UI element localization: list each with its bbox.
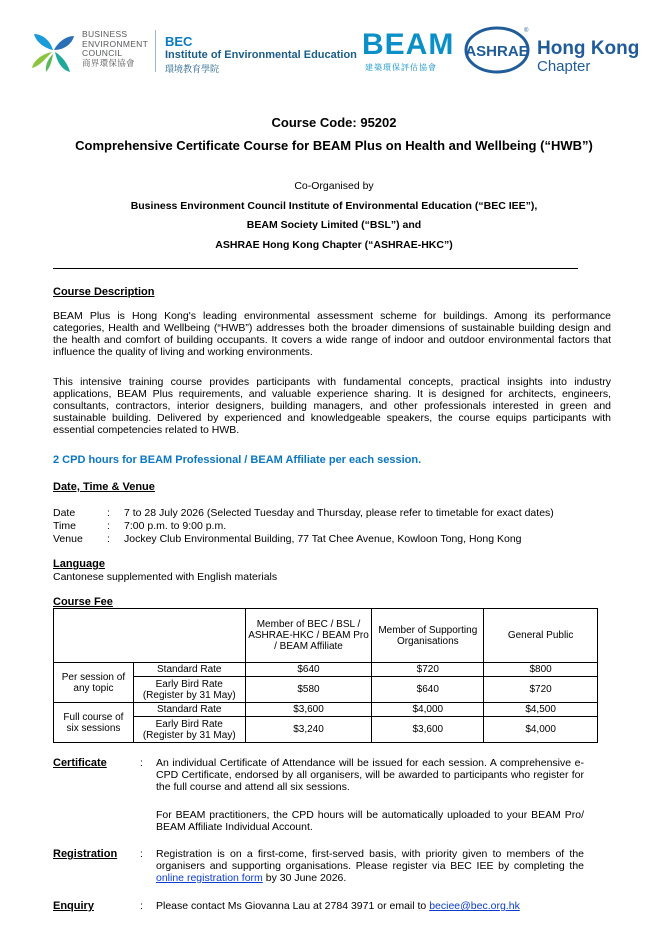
- fee-cell: $580: [245, 677, 372, 703]
- ashrae-registered-mark: ®: [524, 28, 529, 34]
- course-code: Course Code: 95202: [271, 115, 397, 130]
- beciee-logo-name: Institute of Environmental Education: [165, 49, 357, 61]
- date-value: 7 to 28 July 2026 (Selected Tuesday and Thursday, please refer to timetable for exact dates): [124, 507, 554, 519]
- registration-text-a: Registration is on a first-come, first-served basis, with priority given to members of the organisers and supporting organisations. Please register via BEC IEE by completing the: [156, 848, 584, 872]
- fee-cell: $640: [245, 663, 372, 677]
- date-label: Date: [53, 507, 76, 519]
- fee-cell: $640: [372, 677, 484, 703]
- registration-text-b: by 30 June 2026.: [265, 872, 347, 884]
- beciee-logo-zh: 環境教育學院: [165, 64, 220, 74]
- venue-colon: :: [107, 533, 110, 545]
- divider-line: [53, 268, 578, 269]
- fee-rate-label: Standard Rate: [133, 703, 245, 717]
- course-title: Comprehensive Certificate Course for BEAM Plus on Health and Wellbeing (“HWB”): [75, 138, 593, 153]
- beam-logo-zh: 建築環保評估協會: [365, 63, 437, 72]
- certificate-colon: :: [140, 757, 143, 769]
- cpd-hours-note: 2 CPD hours for BEAM Professional / BEAM Affiliate per each session.: [53, 454, 422, 466]
- registration-text: [156, 848, 584, 884]
- ashrae-logo-mark: [464, 26, 530, 74]
- fee-group-per-session: Per session of any topic: [54, 663, 134, 703]
- fee-cell: $4,000: [372, 703, 484, 717]
- fee-header-blank: [54, 609, 246, 663]
- time-label: Time: [53, 520, 76, 532]
- co-organised-label: Co-Organised by: [294, 180, 374, 192]
- language-value: Cantonese supplemented with English materials: [53, 571, 278, 583]
- online-registration-form-link[interactable]: online registration form: [156, 872, 263, 884]
- venue-value: Jockey Club Environmental Building, 77 Tat Chee Avenue, Kowloon Tong, Hong Kong: [124, 533, 522, 545]
- course-fee-table: [53, 608, 598, 743]
- fee-cell: $3,600: [245, 703, 372, 717]
- organiser-bsl: BEAM Society Limited (“BSL”) and: [246, 219, 422, 231]
- organiser-bec-iee: Business Environment Council Institute of Environmental Education (“BEC IEE”),: [130, 200, 538, 212]
- enquiry-text-main: Please contact Ms Giovanna Lau at 2784 3971 or email to: [156, 900, 427, 912]
- beciee-logo-abbr: BEC: [165, 34, 193, 49]
- ashrae-hk-line2: Chapter: [537, 58, 591, 75]
- ashrae-hk-line1: Hong Kong: [537, 38, 640, 59]
- course-fee-heading: Course Fee: [53, 596, 113, 608]
- fee-col-public: General Public: [484, 609, 598, 663]
- enquiry-text: [156, 900, 584, 912]
- fee-cell: $720: [372, 663, 484, 677]
- fee-cell: $3,600: [372, 717, 484, 743]
- registration-colon: :: [140, 848, 143, 860]
- time-value: 7:00 p.m. to 9:00 p.m.: [124, 520, 227, 532]
- enquiry-email-link[interactable]: beciee@bec.org.hk: [429, 900, 520, 912]
- fee-header-row: [54, 609, 598, 663]
- venue-label: Venue: [53, 533, 83, 545]
- certificate-label: Certificate: [53, 757, 107, 769]
- fee-col-supporting: Member of Supporting Organisations: [372, 609, 484, 663]
- enquiry-colon: :: [140, 900, 143, 912]
- date-colon: :: [107, 507, 110, 519]
- registration-label: Registration: [53, 848, 118, 860]
- course-description-heading: Course Description: [53, 286, 155, 298]
- organiser-ashrae-hkc: ASHRAE Hong Kong Chapter (“ASHRAE-HKC”): [215, 239, 453, 251]
- bec-logo-text: BUSINESS ENVIRONMENT COUNCIL 商界環保協會: [82, 29, 149, 68]
- certificate-paragraph-2: For BEAM practitioners, the CPD hours will be automatically uploaded to your BEAM Pro/ BEAM Affiliate Individual Account.: [156, 809, 584, 833]
- table-row: [54, 717, 598, 743]
- fee-rate-label: Early Bird Rate (Register by 31 May): [133, 717, 245, 743]
- ashrae-logo-word: ASHRAE: [465, 43, 529, 60]
- certificate-paragraph-1: An individual Certificate of Attendance will be issued for each session. A comprehensive e-CPD Certificate, endorsed by all organisers, will be awarded to participants who register for the full course and attend all six sessions.: [156, 757, 584, 793]
- schedule-heading: Date, Time & Venue: [53, 481, 155, 493]
- language-heading: Language: [53, 558, 105, 570]
- beam-logo-word: BEAM: [362, 28, 455, 61]
- bec-logo-mark: [30, 28, 76, 74]
- fee-cell: $4,000: [484, 717, 598, 743]
- fee-cell: $4,500: [484, 703, 598, 717]
- table-row: [54, 703, 598, 717]
- fee-group-full-course: Full course of six sessions: [54, 703, 134, 743]
- fee-rate-label: Early Bird Rate (Register by 31 May): [133, 677, 245, 703]
- fee-cell: $3,240: [245, 717, 372, 743]
- fee-rate-label: Standard Rate: [133, 663, 245, 677]
- table-row: [54, 663, 598, 677]
- description-paragraph-2: This intensive training course provides participants with fundamental concepts, practical insights into industry applications, BEAM Plus requirements, and valuable experience sharing. It is designed for architects, engineers, consultants, contractors, interior designers, building managers, and other professionals interested in green and sustainable building. Delivered by experienced and knowledgeable speakers, the course equips participants with essential competencies related to HWB.: [53, 376, 611, 436]
- fee-cell: $800: [484, 663, 598, 677]
- fee-cell: $720: [484, 677, 598, 703]
- fee-col-member: Member of BEC / BSL / ASHRAE-HKC / BEAM Pro / BEAM Affiliate: [245, 609, 372, 663]
- enquiry-label: Enquiry: [53, 900, 94, 912]
- description-paragraph-1: BEAM Plus is Hong Kong's leading environmental assessment scheme for buildings. Among its performance categories, Health and Wellbeing (“HWB”) addresses both the broader dimensions of sustainable building design and the health and comfort of building occupants. It covers a wide range of indoor and outdoor environmental factors that influence the quality of living and working environments.: [53, 310, 611, 358]
- time-colon: :: [107, 520, 110, 532]
- table-row: [54, 677, 598, 703]
- logo-divider: [155, 30, 156, 72]
